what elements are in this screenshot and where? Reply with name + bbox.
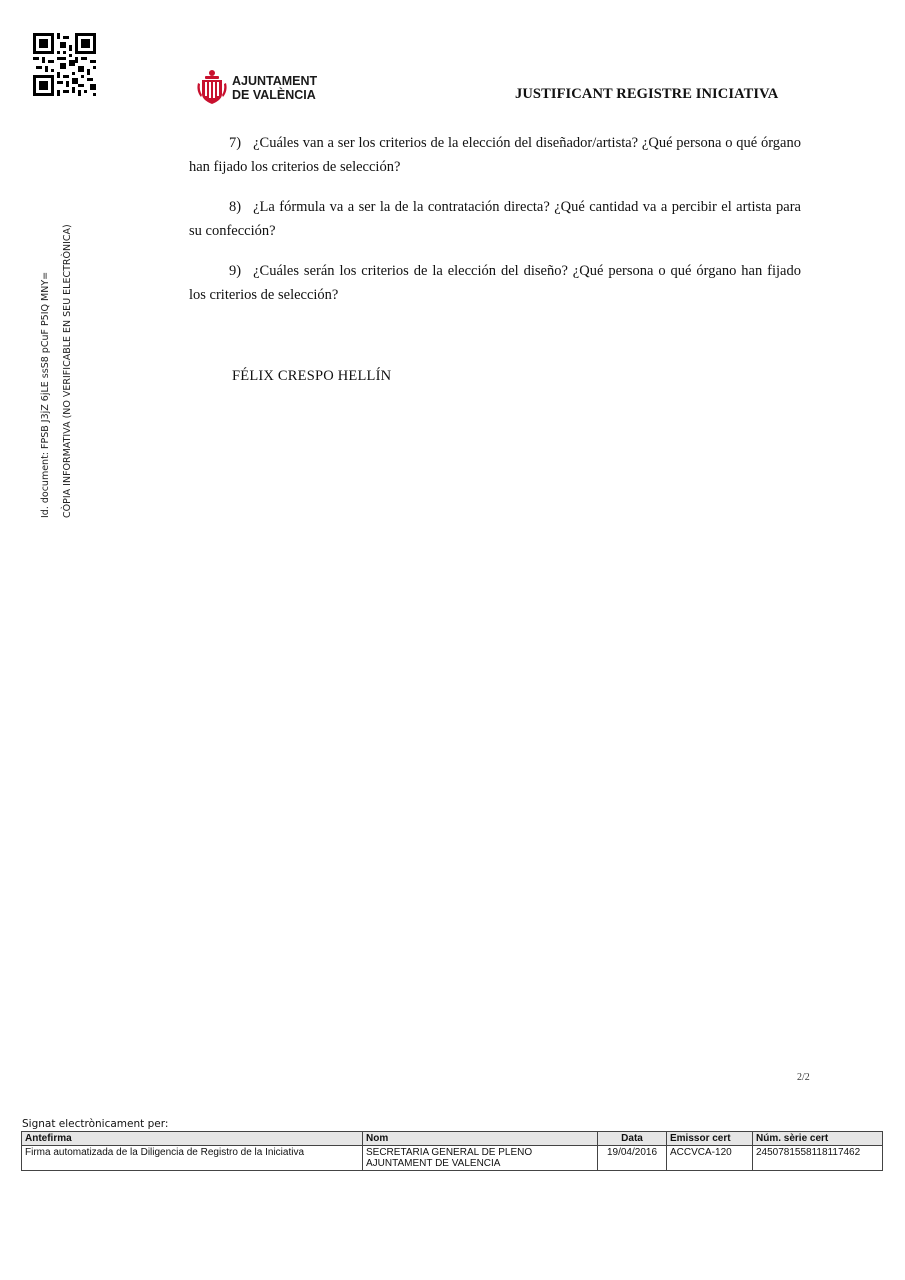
logo-line-1: AJUNTAMENT <box>232 74 318 88</box>
question-text: ¿Cuáles van a ser los criterios de la elección del diseñador/artista? ¿Qué persona o qué órgano han fijado los criterios de selección? <box>189 135 801 175</box>
header-antefirma: Antefirma <box>22 1132 363 1146</box>
ajuntament-logo <box>196 69 317 107</box>
nom-line-2: AJUNTAMENT DE VALENCIA <box>366 1158 501 1169</box>
signature-row <box>22 1146 883 1171</box>
signature-table <box>21 1131 883 1171</box>
signature-header-row <box>22 1132 883 1146</box>
document-body <box>189 131 801 323</box>
question-text: ¿La fórmula va a ser la de la contratación directa? ¿Qué cantidad va a percibir el artista para su confección? <box>189 199 801 239</box>
question-number: 9) <box>229 263 242 279</box>
signer-name: FÉLIX CRESPO HELLÍN <box>232 368 392 384</box>
cell-nom <box>363 1146 598 1171</box>
question-paragraph <box>189 131 801 179</box>
qr-code-icon <box>33 33 96 96</box>
page-number: 2/2 <box>797 1072 810 1083</box>
question-paragraph <box>189 195 801 243</box>
question-number: 8) <box>229 199 242 215</box>
cell-serie: 2450781558118117462 <box>753 1146 883 1171</box>
cell-emissor: ACCVCA-120 <box>667 1146 753 1171</box>
header-nom: Nom <box>363 1132 598 1146</box>
document-id-text: Id. document: FPSB J3jZ 6jLE ssS8 pCuF P5IQ MNY= <box>40 271 51 518</box>
city-coat-of-arms-icon <box>196 69 228 107</box>
header-emissor: Emissor cert <box>667 1132 753 1146</box>
header-serie: Núm. sèrie cert <box>753 1132 883 1146</box>
cell-antefirma: Firma automatizada de la Diligencia de Registro de la Iniciativa <box>22 1146 363 1171</box>
signature-caption: Signat electrònicament per: <box>22 1118 169 1130</box>
cell-data: 19/04/2016 <box>598 1146 667 1171</box>
nom-line-1: SECRETARIA GENERAL DE PLENO <box>366 1147 533 1158</box>
document-title: JUSTIFICANT REGISTRE INICIATIVA <box>515 86 779 102</box>
informative-copy-text: CÒPIA INFORMATIVA (NO VERIFICABLE EN SEU ELECTRÒNICA) <box>62 224 73 518</box>
question-paragraph <box>189 259 801 307</box>
header-data: Data <box>598 1132 667 1146</box>
question-number: 7) <box>229 135 242 151</box>
question-text: ¿Cuáles serán los criterios de la elección del diseño? ¿Qué persona o qué órgano han fijado los criterios de selección? <box>189 263 801 303</box>
logo-line-2: DE VALÈNCIA <box>232 88 316 102</box>
